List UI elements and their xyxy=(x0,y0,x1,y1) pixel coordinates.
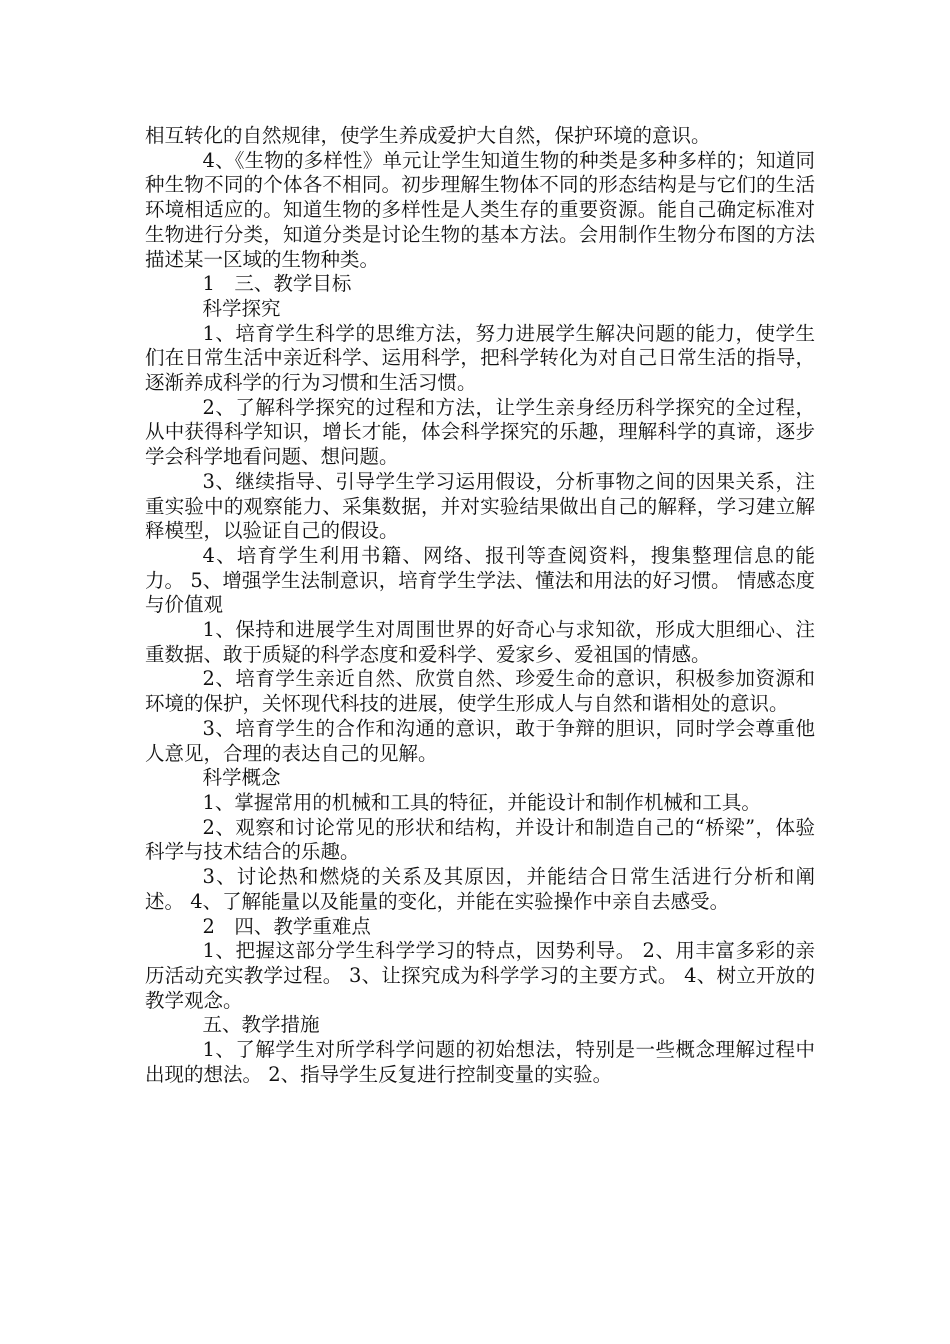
paragraph-14: 2、观察和讨论常见的形状和结构，并设计和制造自己的“桥梁”，体验科学与技术结合的乐趣。 xyxy=(145,815,815,864)
document-page xyxy=(145,124,815,1087)
section-heading-teaching-goals: 1 三、教学目标 xyxy=(202,272,352,296)
section-heading-teaching-measures: 五、教学措施 xyxy=(202,1013,320,1037)
paragraph-9: 1、保持和进展学生对周围世界的好奇心与求知欲，形成大胆细心、注重数据、敢于质疑的科学态度和爱科学、爱家乡、爱祖国的情感。 xyxy=(145,618,815,666)
paragraph-2: 4、《生物的多样性》单元让学生知道生物的种类是多种多样的；知道同种生物不同的个体各不相同。初步理解生物体不同的形态结构是与它们的生活环境相适应的。知道生物的多样性是人类生存的重要资源。能自己确定标准对生物进行分类，知道分类是讨论生物的基本方法。会用制作生物分布图的方法描述某一区域的生物种类。 xyxy=(145,148,815,271)
paragraph-17: 1、把握这部分学生科学学习的特点，因势利导。 2、用丰富多彩的亲历活动充实教学过程。 3、让探究成为科学学习的主要方式。 4、树立开放的教学观念。 xyxy=(145,939,815,1012)
paragraph-15: 3、讨论热和燃烧的关系及其原因，并能结合日常生活进行分析和阐述。 4、了解能量以及能量的变化，并能在实验操作中亲自去感受。 xyxy=(145,865,815,913)
subheading-science-inquiry: 科学探究 xyxy=(202,296,281,320)
paragraph-7: 3、继续指导、引导学生学习运用假设，分析事物之间的因果关系，注重实验中的观察能力、采集数据，并对实验结果做出自己的解释，学习建立解释模型，以验证自己的假设。 xyxy=(145,469,815,543)
section-heading-key-difficulties: 2 四、教学重难点 xyxy=(202,914,371,938)
paragraph-19: 1、了解学生对所学科学问题的初始想法，特别是一些概念理解过程中出现的想法。 2、指导学生反复进行控制变量的实验。 xyxy=(145,1038,815,1086)
paragraph-10: 2、培育学生亲近自然、欣赏自然、珍爱生命的意识，积极参加资源和环境的保护，关怀现代科技的进展，使学生形成人与自然和谐相处的意识。 xyxy=(145,667,815,716)
paragraph-8: 4、培育学生利用书籍、网络、报刊等查阅资料，搜集整理信息的能力。 5、增强学生法制意识，培育学生学法、懂法和用法的好习惯。 情感态度与价值观 xyxy=(145,543,815,617)
paragraph-11: 3、培育学生的合作和沟通的意识，敢于争辩的胆识，同时学会尊重他人意见，合理的表达自己的见解。 xyxy=(145,716,815,765)
paragraph-5: 1、培育学生科学的思维方法，努力进展学生解决问题的能力，使学生们在日常生活中亲近科学、运用科学，把科学转化为对自己日常生活的指导，逐渐养成科学的行为习惯和生活习惯。 xyxy=(145,321,815,395)
paragraph-6: 2、了解科学探究的过程和方法，让学生亲身经历科学探究的全过程，从中获得科学知识，增长才能，体会科学探究的乐趣，理解科学的真谛，逐步学会科学地看问题、想问题。 xyxy=(145,395,815,469)
paragraph-1: 相互转化的自然规律，使学生养成爱护大自然，保护环境的意识。 xyxy=(145,124,711,147)
subheading-science-concepts: 科学概念 xyxy=(202,766,281,790)
paragraph-13: 1、掌握常用的机械和工具的特征，并能设计和制作机械和工具。 xyxy=(202,790,761,814)
